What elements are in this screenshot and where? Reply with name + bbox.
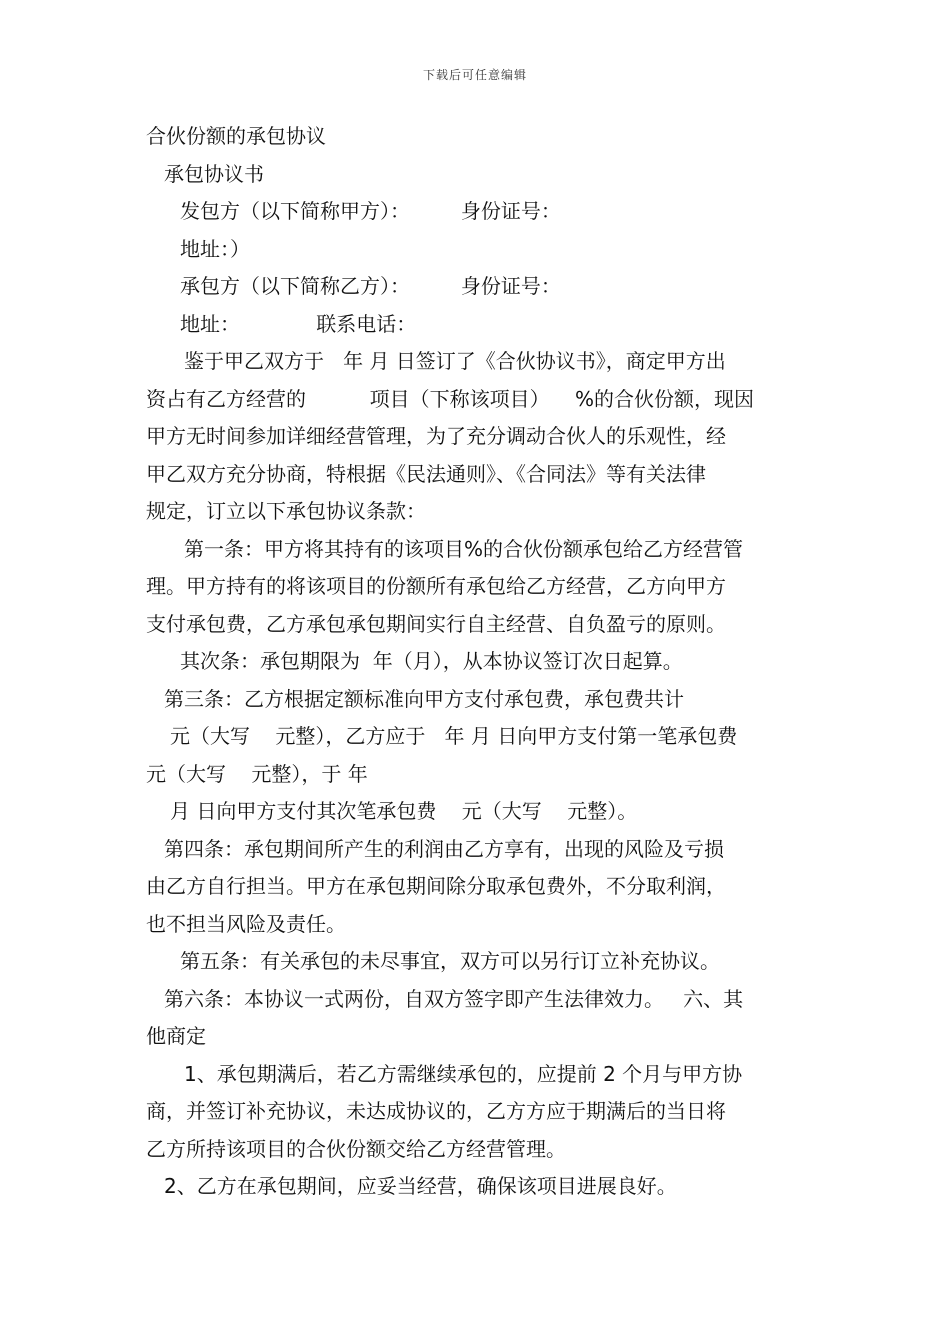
clause-1-cont: 商，并签订补充协议，未达成协议的，乙方方应于期满后的当日将 [146, 1099, 726, 1123]
article-6-cont: 他商定 [146, 1024, 206, 1048]
party-b-line: 承包方（以下简称乙方）： 身份证号： [180, 274, 561, 298]
article-1: 第一条：甲方将其持有的该项目%的合伙份额承包给乙方经营管 [184, 536, 744, 561]
document-title: 合伙份额的承包协议 [146, 124, 326, 148]
article-6: 第六条：本协议一式两份，自双方签字即产生法律效力。 六、其 [164, 986, 744, 1011]
paragraph-line: 甲乙双方充分协商，特根据《民法通则》、《合同法》等有关法律 [146, 461, 706, 486]
paragraph-line: 甲方无时间参加详细经营管理，为了充分调动合伙人的乐观性，经 [146, 424, 726, 448]
article-3: 第三条：乙方根据定额标准向甲方支付承包费，承包费共计 [164, 686, 684, 711]
document-body [146, 118, 818, 1206]
paragraph-line: 鉴于甲乙双方于 年 月 日签订了《合伙协议书》，商定甲方出 [184, 349, 726, 373]
paragraph-line: 资占有乙方经营的 项目（下称该项目） %的合伙份额，现因 [146, 386, 755, 411]
article-2: 其次条：承包期限为 年（月），从本协议签订次日起算。 [180, 649, 683, 673]
party-a-line: 发包方（以下简称甲方）： 身份证号： [180, 199, 561, 223]
article-3-cont: 月 日向甲方支付其次笔承包费 元（大写 元整）。 [170, 799, 638, 823]
article-4-cont: 由乙方自行担当。甲方在承包期间除分取承包费外，不分取利润， [146, 874, 726, 898]
article-3-cont: 元（大写 元整），乙方应于 年 月 日向甲方支付第一笔承包费 [170, 724, 738, 748]
article-1-cont: 支付承包费，乙方承包承包期间实行自主经营、自负盈亏的原则。 [146, 611, 726, 636]
party-b-address: 地址： 联系电话： [180, 311, 417, 336]
article-4-cont: 也不担当风险及责任。 [146, 911, 346, 936]
article-1-cont: 理。甲方持有的将该项目的份额所有承包给乙方经营，乙方向甲方 [146, 574, 726, 598]
article-3-cont: 元（大写 元整），于 年 [146, 761, 368, 786]
paragraph-line: 规定，订立以下承包协议条款： [146, 499, 426, 523]
article-4: 第四条：承包期间所产生的利润由乙方享有，出现的风险及亏损 [164, 836, 724, 861]
article-5: 第五条：有关承包的未尽事宜，双方可以另行订立补充协议。 [180, 949, 720, 973]
document-subtitle: 承包协议书 [164, 161, 264, 186]
party-a-address: 地址：） [180, 236, 250, 261]
clause-2: 2、乙方在承包期间，应妥当经营，确保该项目进展良好。 [164, 1174, 677, 1198]
header-note: 下载后可任意编辑 [422, 68, 527, 82]
clause-1: 1、承包期满后，若乙方需继续承包的，应提前 2 个月与甲方协 [184, 1061, 743, 1086]
clause-1-cont: 乙方所持该项目的合伙份额交给乙方经营管理。 [146, 1136, 566, 1161]
